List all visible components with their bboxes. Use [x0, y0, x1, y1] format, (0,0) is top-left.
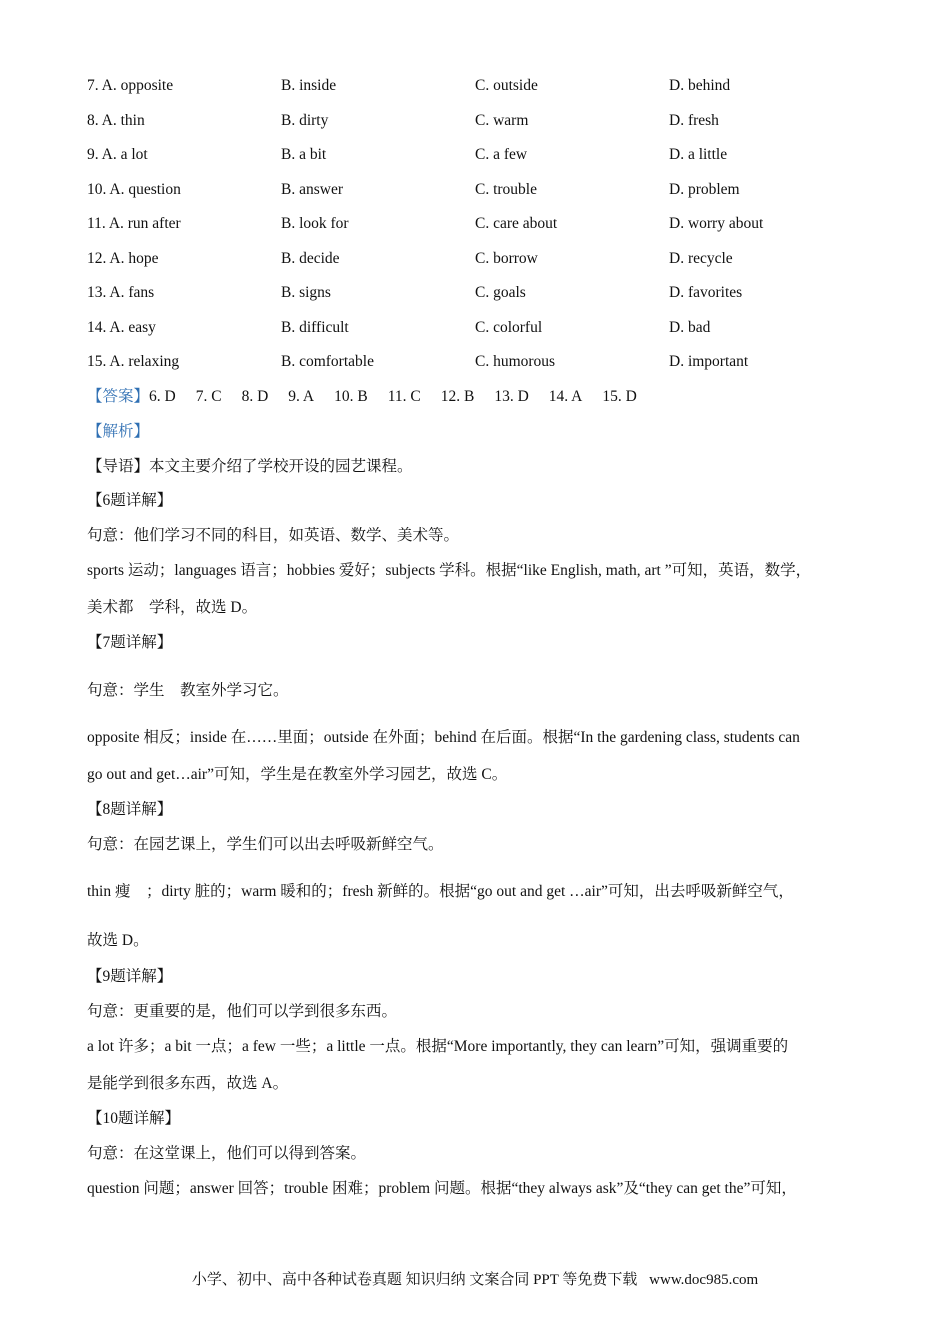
section-heading: 【10题详解】 — [87, 1110, 181, 1127]
explanation-line: opposite 相反；inside 在……里面；outside 在外面；behind 在后面。根据“In the gardening class, students can — [87, 729, 800, 746]
answer-item: 14. A — [548, 388, 583, 405]
option-b: B. inside — [281, 77, 337, 94]
option-c: C. trouble — [475, 181, 537, 198]
section-heading: 【7题详解】 — [87, 634, 173, 651]
sentence-meaning: 句意：在这堂课上，他们可以得到答案。 — [87, 1145, 367, 1162]
footer-text: 小学、初中、高中各种试卷真题 知识归纳 文案合同 PPT 等免费下载 — [191, 1272, 638, 1288]
option-b: B. answer — [281, 181, 343, 198]
footer-site-link[interactable]: www.doc985.com — [649, 1272, 759, 1288]
option-c: C. borrow — [475, 250, 538, 267]
answer-item: 6. D — [149, 388, 176, 405]
option-a: 13. A. fans — [87, 284, 155, 301]
option-a: 15. A. relaxing — [87, 353, 180, 370]
answer-label: 【答案】 — [87, 388, 150, 405]
option-d: D. problem — [669, 181, 740, 198]
sentence-meaning: 句意：学生 教室外学习它。 — [87, 682, 289, 699]
option-a: 7. A. opposite — [87, 77, 174, 94]
option-b: B. signs — [281, 284, 331, 301]
option-a: 8. A. thin — [87, 112, 145, 129]
sentence-meaning: 句意：他们学习不同的科目，如英语、数学、美术等。 — [87, 527, 460, 544]
option-d: D. favorites — [669, 284, 743, 301]
explanation-line: 美术都 学科，故选 D。 — [87, 599, 258, 616]
section-heading: 【9题详解】 — [87, 968, 173, 985]
answer-item: 11. C — [387, 388, 421, 405]
option-b: B. comfortable — [281, 353, 374, 370]
answer-line — [87, 386, 877, 408]
sentence-meaning: 句意：在园艺课上，学生们可以出去呼吸新鲜空气。 — [87, 836, 444, 853]
answer-item: 12. B — [440, 388, 475, 405]
option-b: B. a bit — [281, 146, 327, 163]
analysis-label: 【解析】 — [87, 423, 150, 440]
answer-item: 10. B — [334, 388, 368, 405]
option-d: D. worry about — [669, 215, 764, 232]
option-d: D. important — [669, 353, 749, 370]
option-c: C. colorful — [475, 319, 543, 336]
option-b: B. difficult — [281, 319, 349, 336]
explanation-line: 是能学到很多东西，故选 A。 — [87, 1075, 289, 1092]
explanation-line: sports 运动；languages 语言；hobbies 爱好；subjects 学科。根据“like English, math, art ”可知，英语，数学， — [87, 562, 812, 579]
intro-line: 【导语】本文主要介绍了学校开设的园艺课程。 — [87, 458, 413, 475]
answer-item: 9. A — [288, 388, 315, 405]
option-d: D. a little — [669, 146, 728, 163]
explanation-line: question 问题；answer 回答；trouble 困难；problem 问题。根据“they always ask”及“they can get the”可知， — [87, 1180, 797, 1197]
explanation-line: 故选 D。 — [87, 932, 149, 949]
section-heading: 【6题详解】 — [87, 492, 173, 509]
option-d: D. fresh — [669, 112, 719, 129]
option-a: 9. A. a lot — [87, 146, 148, 163]
answer-item: 8. D — [241, 388, 269, 405]
answer-item: 7. C — [195, 388, 222, 405]
sentence-meaning: 句意：更重要的是，他们可以学到很多东西。 — [87, 1003, 398, 1020]
section-heading: 【8题详解】 — [87, 801, 173, 818]
answer-item: 15. D — [602, 388, 637, 405]
option-c: C. warm — [475, 112, 529, 129]
option-a: 11. A. run after — [87, 215, 181, 232]
option-a: 14. A. easy — [87, 319, 156, 336]
explanation-line: go out and get…air”可知，学生是在教室外学习园艺，故选 C。 — [87, 766, 508, 783]
option-c: C. a few — [475, 146, 528, 163]
explanation-line: thin 瘦 ；dirty 脏的；warm 暖和的；fresh 新鲜的。根据“go out and get …air”可知，出去呼吸新鲜空气， — [87, 883, 794, 900]
explanation-line: a lot 许多；a bit 一点；a few 一些；a little 一点。根据“More importantly, they can learn”可知，强调重要的 — [87, 1038, 789, 1055]
option-d: D. recycle — [669, 250, 733, 267]
option-c: C. humorous — [475, 353, 556, 370]
option-d: D. behind — [669, 77, 731, 94]
option-a: 10. A. question — [87, 181, 181, 198]
option-b: B. decide — [281, 250, 340, 267]
option-d: D. bad — [669, 319, 711, 336]
option-c: C. outside — [475, 77, 538, 94]
answer-item: 13. D — [494, 388, 529, 405]
option-b: B. dirty — [281, 112, 329, 129]
option-b: B. look for — [281, 215, 349, 232]
option-c: C. goals — [475, 284, 526, 301]
option-c: C. care about — [475, 215, 558, 232]
page-footer — [0, 1268, 950, 1289]
option-a: 12. A. hope — [87, 250, 159, 267]
